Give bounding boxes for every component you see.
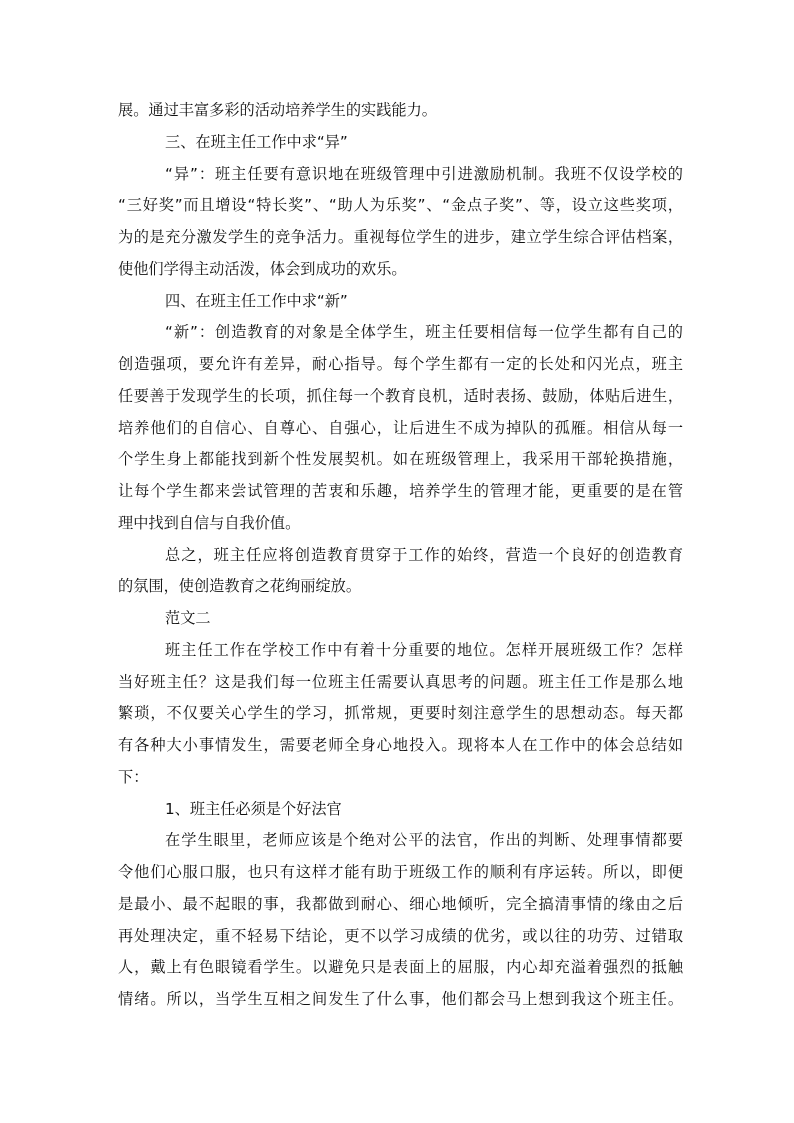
text-line: 再处理决定，重不轻易下结论，更不以学习成绩的优劣，或以往的功劳、过错取 [118, 926, 683, 945]
text-line: 1、班主任必须是个好法官 [165, 799, 342, 818]
text-line: 下： [118, 767, 149, 786]
text-line: 班主任工作在学校工作中有着十分重要的地位。怎样开展班级工作？怎样 [165, 640, 683, 659]
text-line: 三、在班主任工作中求“异” [165, 132, 348, 151]
text-line: “异”：班主任要有意识地在班级管理中引进激励机制。我班不仅设学校的 [165, 164, 683, 183]
text-line: 个学生身上都能找到新个性发展契机。如在班级管理上，我采用干部轮换措施， [118, 450, 683, 469]
text-line: 为的是充分激发学生的竞争活力。重视每位学生的进步，建立学生综合评估档案， [118, 228, 683, 246]
text-line: 创造强项，要允许有差异，耐心指导。每个学生都有一定的长处和闪光点，班主 [118, 355, 683, 373]
document-body [118, 95, 683, 1016]
text-line: 四、在班主任工作中求“新” [165, 291, 348, 310]
text-line: 情绪。所以，当学生互相之间发生了什么事，他们都会马上想到我这个班主任。 [118, 990, 683, 1008]
text-line: 培养他们的自信心、自尊心、自强心，让后进生不成为掉队的孤雁。相信从每一 [118, 418, 683, 437]
text-line: 是最小、最不起眼的事，我都做到耐心、细心地倾听，完全搞清事情的缘由之后 [118, 894, 683, 913]
text-line: 总之，班主任应将创造教育贯穿于工作的始终，营造一个良好的创造教育 [165, 545, 683, 564]
text-line: 的氛围，使创造教育之花绚丽绽放。 [118, 577, 361, 596]
text-line: 令他们心服口服，也只有这样才能有助于班级工作的顺利有序运转。所以，即便 [118, 863, 683, 881]
text-line: 在学生眼里，老师应该是个绝对公平的法官，作出的判断、处理事情都要 [165, 831, 683, 850]
text-line: 理中找到自信与自我价值。 [118, 513, 301, 532]
text-line: 范文二 [165, 609, 211, 627]
text-line: 当好班主任？这是我们每一位班主任需要认真思考的问题。班主任工作是那么地 [118, 672, 683, 691]
text-line: 使他们学得主动活泼，体会到成功的欢乐。 [118, 259, 407, 278]
text-line: “新”：创造教育的对象是全体学生，班主任要相信每一位学生都有自己的 [165, 323, 683, 342]
text-line: “三好奖”而且增设“特长奖”、“助人为乐奖”、“金点子奖”、等，设立这些奖项， [118, 196, 683, 215]
text-line: 有各种大小事情发生，需要老师全身心地投入。现将本人在工作中的体会总结如 [118, 736, 683, 754]
text-line: 任要善于发现学生的长项，抓住每一个教育良机，适时表扬、鼓励，体贴后进生， [118, 386, 683, 405]
text-line: 让每个学生都来尝试管理的苦衷和乐趣，培养学生的管理才能，更重要的是在管 [118, 482, 683, 500]
text-line: 展。通过丰富多彩的活动培养学生的实践能力。 [118, 101, 437, 119]
text-line: 人，戴上有色眼镜看学生。以避免只是表面上的屈服，内心却充溢着强烈的抵触 [118, 958, 683, 977]
text-line: 繁琐，不仅要关心学生的学习，抓常规，更要时刻注意学生的思想动态。每天都 [118, 704, 683, 723]
